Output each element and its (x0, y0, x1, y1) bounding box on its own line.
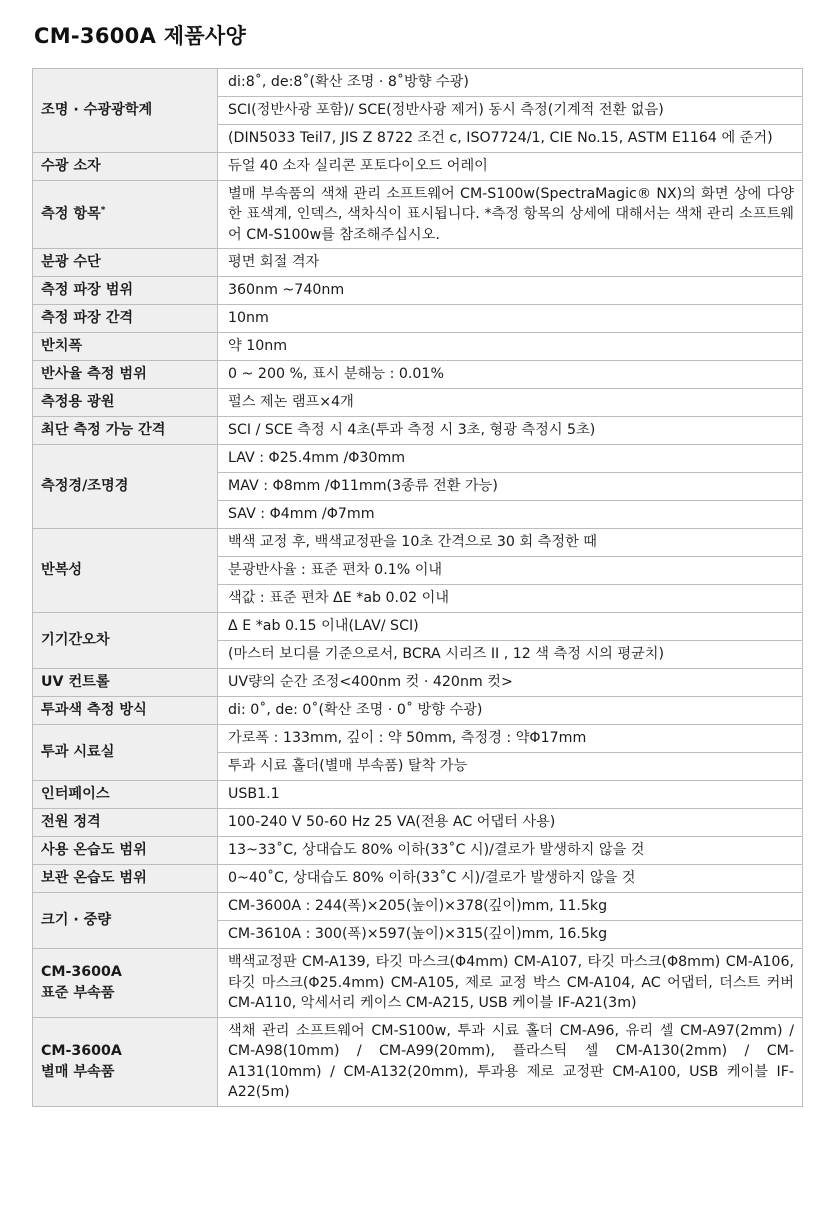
table-row (33, 529, 803, 557)
spec-label (33, 697, 218, 725)
spec-label (33, 152, 218, 180)
footnote-marker: * (100, 205, 106, 216)
spec-value: Δ E *ab 0.15 이내(LAV/ SCI) (218, 613, 803, 641)
spec-value: 별매 부속품의 색채 관리 소프트웨어 CM-S100w(SpectraMagic® NX)의 화면 상에 다양한 표색계, 인덱스, 색차식이 표시됩니다. *측정 항목의 상세에 대해서는 색채 관리 소프트웨어 CM-S100w를 참조해주십시오. (218, 180, 803, 249)
spec-label (33, 865, 218, 893)
spec-value: 평면 회절 격자 (218, 249, 803, 277)
table-row (33, 949, 803, 1018)
spec-label-line: CM-3600A (41, 1043, 122, 1059)
spec-value: (마스터 보디를 기준으로서, BCRA 시리즈 II , 12 색 측정 시의 평균치) (218, 641, 803, 669)
table-row (33, 389, 803, 417)
table-row (33, 725, 803, 753)
spec-label-text: 측정 항목 (41, 206, 101, 222)
spec-value: 가로폭 : 133mm, 깊이 : 약 50mm, 측정경 : 약Φ17mm (218, 725, 803, 753)
table-row (33, 837, 803, 865)
spec-value: 0 ~ 200 %, 표시 분해능 : 0.01% (218, 361, 803, 389)
spec-value: CM-3600A : 244(폭)×205(높이)×378(깊이)mm, 11.5kg (218, 893, 803, 921)
spec-label-text: 사용 온습도 범위 (41, 842, 147, 859)
spec-label-text: 기기간오차 (41, 632, 110, 649)
spec-label (33, 669, 218, 697)
spec-value: 13~33˚C, 상대습도 80% 이하(33˚C 시)/결로가 발생하지 않을 것 (218, 837, 803, 865)
spec-label (33, 361, 218, 389)
spec-label (33, 417, 218, 445)
spec-label-line: CM-3600A (41, 964, 122, 981)
table-row (33, 445, 803, 473)
spec-value: 100-240 V 50-60 Hz 25 VA(전용 AC 어댑터 사용) (218, 809, 803, 837)
spec-value: 360nm ~740nm (218, 277, 803, 305)
table-row (33, 361, 803, 389)
spec-label (33, 949, 218, 1018)
spec-value: (DIN5033 Teil7, JIS Z 8722 조건 c, ISO7724/1, CIE No.15, ASTM E1164 에 준거) (218, 125, 803, 153)
table-row (33, 333, 803, 361)
spec-label-text: 수광 소자 (41, 157, 101, 174)
spec-value: 약 10nm (218, 333, 803, 361)
table-row (33, 305, 803, 333)
table-row (33, 781, 803, 809)
spec-label-text: 반치폭 (41, 338, 83, 355)
spec-label-text: 보관 온습도 범위 (41, 870, 147, 887)
table-row (33, 613, 803, 641)
spec-value: SCI / SCE 측정 시 4초(투과 측정 시 3초, 형광 측정시 5초) (218, 417, 803, 445)
spec-label-line: 표준 부속품 (41, 984, 115, 1001)
spec-label-text: 크기 · 중량 (41, 912, 112, 929)
spec-label-text: 투과 시료실 (41, 744, 115, 761)
spec-value: 듀얼 40 소자 실리콘 포토다이오드 어레이 (218, 152, 803, 180)
spec-label (33, 305, 218, 333)
spec-label-text: 투과색 측정 방식 (41, 702, 147, 719)
spec-value: 0~40˚C, 상대습도 80% 이하(33˚C 시)/결로가 발생하지 않을 것 (218, 865, 803, 893)
spec-value: UV량의 순간 조정<400nm 컷 · 420nm 컷> (218, 669, 803, 697)
spec-value: MAV : Φ8mm /Φ11mm(3종류 전환 가능) (218, 473, 803, 501)
spec-label-text: 반사율 측정 범위 (41, 366, 147, 383)
spec-label-text: UV 컨트롤 (41, 674, 110, 691)
spec-label (33, 445, 218, 529)
spec-value: SCI(정반사광 포함)/ SCE(정반사광 제거) 동시 측정(기계적 전환 없음) (218, 97, 803, 125)
table-row (33, 277, 803, 305)
spec-label-text: 측정 파장 범위 (41, 282, 134, 299)
table-row (33, 249, 803, 277)
spec-label-text: 반복성 (41, 562, 83, 579)
spec-table (32, 68, 803, 1107)
spec-label-text: 인터페이스 (41, 786, 110, 803)
spec-value: 백색교정판 CM-A139, 타깃 마스크(Φ4mm) CM-A107, 타깃 마스크(Φ8mm) CM-A106, 타깃 마스크(Φ25.4mm) CM-A105, 제로 교정 박스 CM-A104, AC 어댑터, 더스트 커버 CM-A110, 악세서리 케이스 CM-A215, USB 케이블 IF-A21(3m) (218, 949, 803, 1018)
spec-label-text: 측정 파장 간격 (41, 310, 134, 327)
table-row (33, 180, 803, 249)
spec-label (33, 809, 218, 837)
spec-value: 펄스 제논 램프×4개 (218, 389, 803, 417)
spec-label-text: 최단 측정 가능 간격 (41, 422, 166, 439)
spec-label (33, 389, 218, 417)
spec-value: 분광반사율 : 표준 편차 0.1% 이내 (218, 557, 803, 585)
table-row (33, 152, 803, 180)
spec-label (33, 837, 218, 865)
spec-label (33, 69, 218, 153)
table-row (33, 865, 803, 893)
spec-value: CM-3610A : 300(폭)×597(높이)×315(깊이)mm, 16.5kg (218, 921, 803, 949)
spec-label-text: 측정경/조명경 (41, 478, 129, 495)
spec-label-line: 별매 부속품 (41, 1063, 115, 1080)
spec-value: 백색 교정 후, 백색교정판을 10초 간격으로 30 회 측정한 때 (218, 529, 803, 557)
spec-label (33, 613, 218, 669)
spec-label (33, 529, 218, 613)
table-row (33, 893, 803, 921)
spec-value: SAV : Φ4mm /Φ7mm (218, 501, 803, 529)
spec-label-text: 측정용 광원 (41, 394, 115, 411)
spec-label-text: 분광 수단 (41, 254, 101, 271)
spec-label-text: 전원 정격 (41, 814, 101, 831)
spec-value: di: 0˚, de: 0˚(확산 조명 · 0˚ 방향 수광) (218, 697, 803, 725)
table-row (33, 669, 803, 697)
spec-label (33, 277, 218, 305)
spec-value: LAV : Φ25.4mm /Φ30mm (218, 445, 803, 473)
page-title: CM-3600A 제품사양 (34, 24, 247, 48)
table-row (33, 1017, 803, 1106)
spec-label (33, 333, 218, 361)
spec-table-body (33, 69, 803, 1107)
spec-label-text: 조명 · 수광광학계 (41, 102, 153, 118)
spec-label (33, 781, 218, 809)
spec-value: USB1.1 (218, 781, 803, 809)
spec-label (33, 1017, 218, 1106)
table-row (33, 697, 803, 725)
spec-value: di:8˚, de:8˚(확산 조명 · 8˚방향 수광) (218, 69, 803, 97)
spec-label (33, 180, 218, 249)
spec-label (33, 249, 218, 277)
spec-value: 10nm (218, 305, 803, 333)
table-row (33, 69, 803, 97)
spec-value: 색채 관리 소프트웨어 CM-S100w, 투과 시료 홀더 CM-A96, 유리 셀 CM-A97(2mm) / CM-A98(10mm) / CM-A99(20mm), 플라스틱 셀 CM-A130(2mm) / CM-A131(10mm) / CM-A132(20mm), 투과용 제로 교정판 CM-A100, USB 케이블 IF-A22(5m) (218, 1017, 803, 1106)
table-row (33, 809, 803, 837)
spec-label (33, 893, 218, 949)
table-row (33, 417, 803, 445)
spec-label (33, 725, 218, 781)
spec-value: 색값 : 표준 편차 ΔE *ab 0.02 이내 (218, 585, 803, 613)
spec-value: 투과 시료 홀더(별매 부속품) 탈착 가능 (218, 753, 803, 781)
